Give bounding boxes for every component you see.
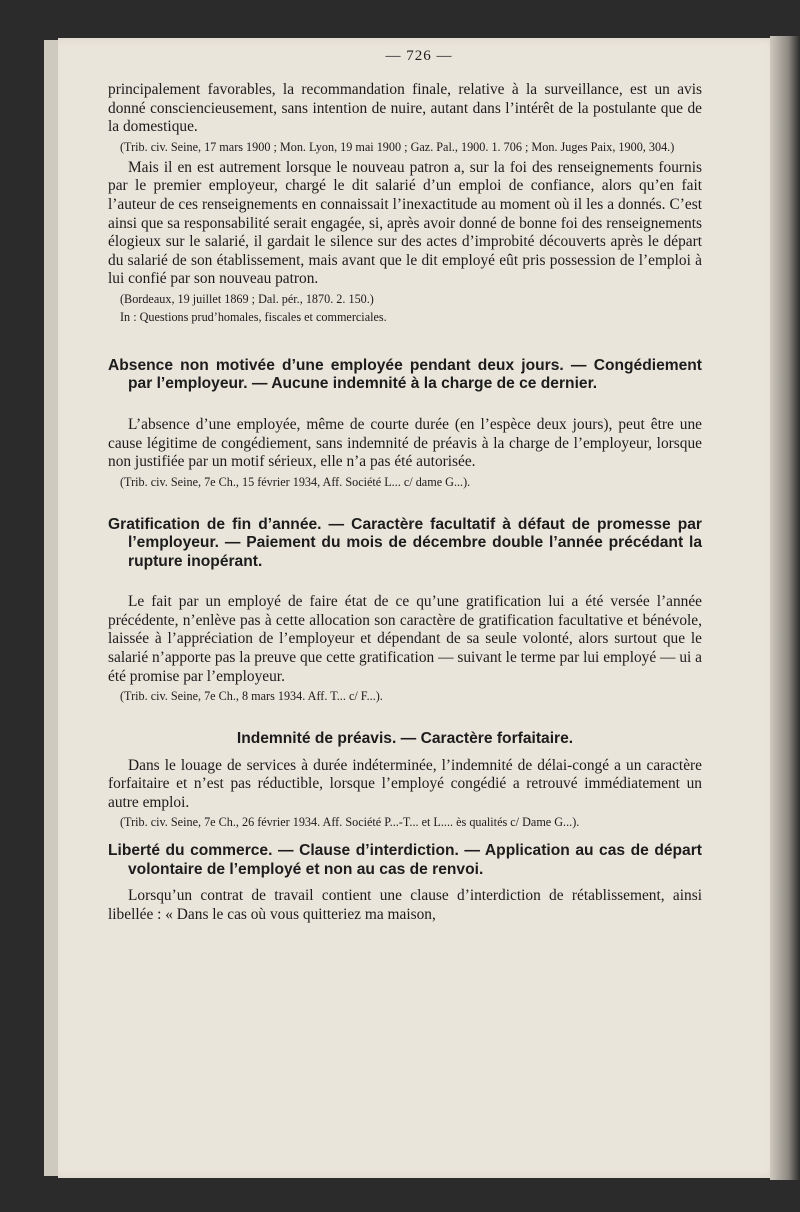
source-note: In : Questions prud’homales, fiscales et commerciales.: [120, 309, 387, 324]
section-heading-preavis: Indemnité de préavis. — Caractère forfaitaire.: [236, 730, 574, 748]
paragraph-2: Mais il en est autrement lorsque le nouveau patron a, sur la foi des renseignements fournis par le premier employeur, chargé le dit salarié d’un emploi de confiance, alors qu’en fait l’auteur de ces renseignements en connaissait l’inexactitude au moment où il les a donnés. C’est ainsi que sa responsabilité serait engagée, si, après avoir donné de bonne foi des renseignements élogieux sur le salarié, il gardait le silence sur des actes d’improbité découverts après le départ du salarié de son établissement, mais avant que le dit employé eût pris possession de l’emploi à lui confié par son nouveau patron.: [108, 158, 702, 288]
page-number: — 726 —: [385, 48, 453, 64]
paragraph-4: Le fait par un employé de faire état de ce qu’une gratification lui a été versée l’année précédente, n’enlève pas à cette allocation son caractère de gratification facultative et bénévole, laissée à l’appréciation de l’employeur et dépendant de sa seule volonté, alors surtout que le salarié n’apporte pas la preuve que cette gratification — suivant le terme par lui employé — ui a été promise par l’employeur.: [108, 593, 702, 685]
paragraph-6: Lorsqu’un contrat de travail contient une clause d’interdiction de rétablissement, ainsi libellée : « Dans le cas où vous quitteriez ma maison,: [108, 887, 702, 924]
section-heading-absence: Absence non motivée d’une employée pendant deux jours. — Congédiement par l’employeur. — Aucune indemnité à la charge de ce dernier.: [108, 356, 702, 393]
citation-4: (Trib. civ. Seine, 7e Ch., 15 février 1934, Aff. Société L... c/ dame G...).: [120, 474, 471, 489]
page-content: [108, 48, 702, 925]
paragraph-1: principalement favorables, la recommandation finale, relative à la surveillance, est un avis donné consciencieusement, sans intention de nuire, autant dans l’intérêt de la postulante que de la domestique.: [108, 81, 702, 136]
section-heading-liberte: Liberté du commerce. — Clause d’interdiction. — Application au cas de départ volontaire de l’employé et non au cas de renvoi.: [108, 842, 702, 878]
page-edge-shadow: [770, 36, 800, 1180]
section-heading-gratification: Gratification de fin d’année. — Caractère facultatif à défaut de promesse par l’employeur. — Paiement du mois de décembre double l’année précédant la rupture inopérant.: [108, 515, 702, 570]
citation-2: (Bordeaux, 19 juillet 1869 ; Dal. pér., 1870. 2. 150.): [120, 291, 374, 306]
paragraph-3: L’absence d’une employée, même de courte durée (en l’espèce deux jours), peut être une cause légitime de congédiement, sans indemnité de préavis à la charge de l’employeur, lorsque non justifiée par un motif sérieux, elle n’a pas été autorisée.: [108, 415, 702, 471]
citation-6: (Trib. civ. Seine, 7e Ch., 26 février 1934. Aff. Société P...-T... et L.... ès qualités c/ Dame G...).: [120, 815, 580, 830]
citation-5: (Trib. civ. Seine, 7e Ch., 8 mars 1934. Aff. T... c/ F...).: [120, 689, 383, 704]
paragraph-5: Dans le louage de services à durée indéterminée, l’indemnité de délai-congé a un caractère forfaitaire et n’est pas réductible, lorsque l’employé congédié a retrouvé immédiatement un autre emploi.: [108, 756, 702, 811]
citation-1: (Trib. civ. Seine, 17 mars 1900 ; Mon. Lyon, 19 mai 1900 ; Gaz. Pal., 1900. 1. 706 ; Mon. Juges Paix, 1900, 304.): [120, 139, 675, 154]
